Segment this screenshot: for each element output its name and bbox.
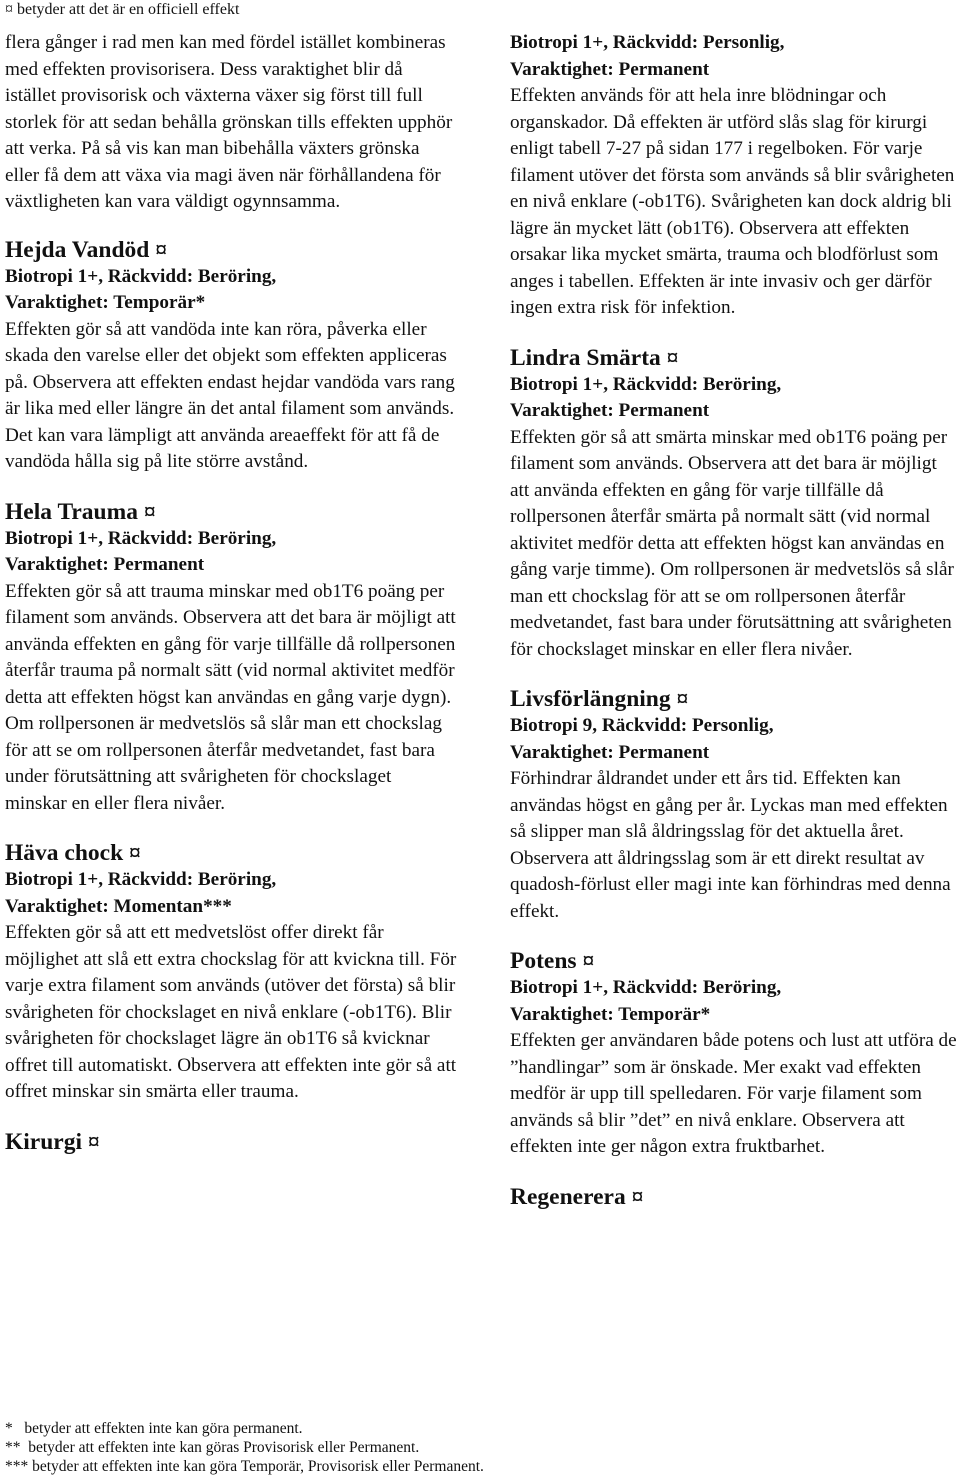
footnote-triple-star: *** betyder att effekten inte kan göra Temporär, Provisorisk eller Permanent. — [5, 1458, 484, 1475]
section-body: Förhindrar åldrandet under ett års tid. Effekten kan användas högst en gång per år. Lyckas man med effekten så slipper man slå åldringsslag för det aktuella året. Observera att åldringsslag som är ett direkt resultat av quadosh-förlust eller magi inte kan förhindras med denna effekt. — [510, 768, 951, 922]
left-column — [5, 30, 457, 1156]
section-title: Potens ¤ — [510, 948, 595, 974]
section-livsforlangning — [510, 685, 960, 925]
right-column — [510, 30, 960, 1211]
section-meta-range: Biotropi 1+, Räckvidd: Beröring, — [5, 869, 277, 890]
section-meta-duration: Varaktighet: Permanent — [510, 741, 710, 763]
section-meta-range: Biotropi 1+, Räckvidd: Beröring, — [510, 373, 782, 395]
section-title: Häva chock ¤ — [5, 840, 141, 866]
footnote-single-star: * betyder att effekten inte kan göra permanent. — [5, 1420, 303, 1437]
section-hava-chock — [5, 839, 457, 1106]
section-meta-range: Biotropi 1+, Räckvidd: Beröring, — [510, 977, 782, 998]
section-meta-range: Biotropi 1+, Räckvidd: Beröring, — [5, 265, 277, 287]
section-body: Effekten gör så att ett medvetslöst offer direkt får möjlighet att slå ett extra chockslag för att kvickna till. För varje extra filament som används (utöver det första) så blir svårigheten för chockslaget en nivå enklare (-ob1T6). Blir svårigheten för chockslaget lägre än ob1T6 så kvicknar offret till automatiskt. Observera att effekten inte gör så att offret minskar sin smärta eller trauma. — [5, 922, 457, 1102]
section-title: Regenerera ¤ — [510, 1183, 644, 1210]
section-body: Effekten gör så att trauma minskar med ob1T6 poäng per filament som används. Observera att det bara är möjligt att använda effekten en gång för varje tillfälle då rollpersonen återfår trauma på normalt sätt (vid normal aktivitet medför detta att effekten högst kan användas en gång varje dygn). Om rollpersonen är medvetslös så slår man ett chockslag för att se om rollpersonen återfår medvetandet, fast bara under förutsättning att svårigheten för chockslaget minskar en eller flera nivåer. — [5, 580, 456, 814]
intro-meta-duration: Varaktighet: Permanent — [510, 58, 710, 80]
intro-meta-range: Biotropi 1+, Räckvidd: Personlig, — [510, 32, 785, 53]
section-title: Hejda Vandöd ¤ — [5, 236, 167, 263]
section-title: Livsförlängning ¤ — [510, 686, 689, 712]
section-potens — [510, 947, 960, 1161]
section-hejda-vandod — [5, 236, 457, 476]
section-title: Lindra Smärta ¤ — [510, 344, 679, 371]
section-lindra-smarta — [510, 344, 960, 664]
section-meta-duration: Varaktighet: Momentan*** — [5, 895, 232, 917]
official-effect-note: ¤ betyder att det är en officiell effekt — [5, 1, 240, 18]
section-body: Effekten gör så att vandöda inte kan röra, påverka eller skada den varelse eller det objekt som effekten appliceras på. Observera att effekten endast hejdar vandöda vars rang är lika med eller längre än det antal filament som används. Det kan vara lämpligt att använda areaeffekt för att få de vandöda hålla sig på lite större avstånd. — [5, 318, 455, 472]
footnote-double-star: ** betyder att effekten inte kan göras Provisorisk eller Permanent. — [5, 1439, 420, 1456]
section-regenerera — [510, 1183, 960, 1211]
section-body: Effekten gör så att smärta minskar med ob1T6 poäng per filament som används. Observera att det bara är möjligt att använda effekten en gång för varje tillfälle då rollpersonen återfår smärta på normalt sätt (vid normal aktivitet medför detta att effekten högst kan användas en gång varje timme). Om rollpersonen är medvetslös så slår man ett chockslag för att se om rollpersonen återfår medvetandet, fast bara under förutsättning att svårigheten för chockslaget minskar en eller flera nivåer. — [510, 426, 954, 660]
section-body: Effekten ger användaren både potens och lust att utföra de ”handlingar” som är önskade. Mer exakt vad effekten medför är upp till spelledaren. För varje filament som används så blir ”det” en nivå enklare. Observera att effekten inte ger någon extra fruktbarhet. — [510, 1030, 957, 1157]
footnotes — [5, 1419, 484, 1476]
intro-paragraph: flera gånger i rad men kan med fördel istället kombineras med effekten provisorisera. Dess varaktighet blir då istället provisorisk och växterna växer sig först till full storlek för att sedan behålla grönskan tills effekten upphör att verka. På så vis kan man bibehålla växters grönska eller få dem att växa via magi även när förhållandena för växtligheten kan vara väldigt ogynnsamma. — [5, 32, 453, 212]
section-title: Kirurgi ¤ — [5, 1128, 100, 1155]
section-meta-range: Biotropi 9, Räckvidd: Personlig, — [510, 715, 774, 736]
section-meta-range: Biotropi 1+, Räckvidd: Beröring, — [5, 527, 277, 549]
section-meta-duration: Varaktighet: Temporär* — [5, 292, 206, 313]
section-kirurgi — [5, 1128, 457, 1156]
section-hela-trauma — [5, 498, 457, 818]
section-meta-duration: Varaktighet: Permanent — [5, 554, 205, 575]
section-meta-duration: Varaktighet: Permanent — [510, 400, 710, 421]
section-meta-duration: Varaktighet: Temporär* — [510, 1003, 711, 1025]
intro-body: Effekten används för att hela inre blödningar och organskador. Då effekten är utförd slås slag för kirurgi enligt tabell 7-27 på sidan 177 i regelboken. För varje filament utöver det första som används så blir svårigheten en nivå enklare (-ob1T6). Svårigheten kan dock aldrig bli lägre än mycket lätt (ob1T6). Observera att effekten orsakar lika mycket smärta, trauma och blodförlust som anges i tabellen. Effekten är inte invasiv och ger därför ingen extra risk för infektion. — [510, 85, 955, 318]
section-title: Hela Trauma ¤ — [5, 498, 156, 525]
